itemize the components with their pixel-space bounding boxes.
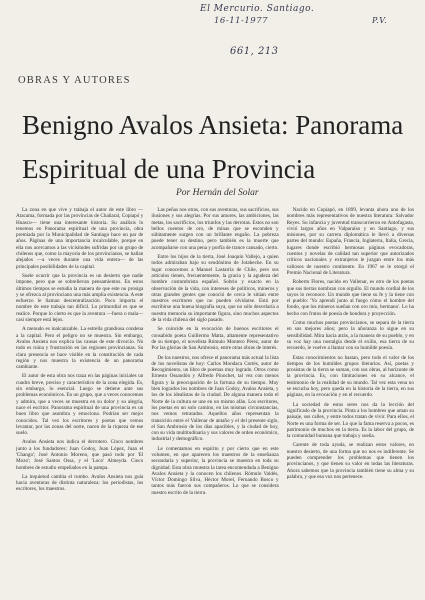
paragraph: Carente de toda ayuda, se realizan estos valores, en nuestro desierto, de una forma que no nos es indiferente. Se pueden comprender los problemas que tienen los provincianos, y que tienen su valor en todas las literaturas. Ahora sabemos que la provincia también tiene su alma y su palabra, y que esa voz nos pertenece. <box>286 442 414 480</box>
paragraph: De los nuestros, nos ofrece el panorama más actual la lista de los novelistas de hoy: Carlos Mondaca Cortés, autor de Recogimiento, un libro de poemas muy logrado. Otros como Ernesto Ossandón y Alfredo Pinochet, tal vez con menos figura y la preocupación de la fortuna de su tiempo. Muy bien logrados los nombres de Juan Godoy, Avalos Ansieta, y los de los idealistas de la ciudad. De alguna manera todo el Norte de la cultura se une en un mismo afán. Los escritores, los poetas en un solo camino, en las mismas circunstancias, nos vemos retratados. Aquellos años representan la transición entre el Vallenar de antaño y el del presente siglo, el San Ambrosio de los días apacibles, y la ciudad de hoy, con su vida multitudinaria y sus valores de orden económico, industrial y demográfico. <box>151 354 279 443</box>
paragraph: Roberto Flores, nacido en Vallenar, es otro de los poetas que sus tierras nombran con orgullo. El mundo cordial de los suyos lo reconoce. Un mundo que tiene su fe y la tiene con el pueblo: 'Yo aprendí junto al fuego cómo el hombre del fondo, que los mineros sueñan con oro mío, hermano'. Lo ha hecho con frutos de poesía de hondura y proyección. <box>286 279 414 317</box>
headline-line-1: Benigno Avalos Ansieta: Panorama <box>22 110 404 141</box>
paragraph: Entre los hijos de la tierra, José Joaquín Vallejo, a quien todos admiraban bajo su seudónimo de Jotabeche. En su lugar conocemos a Manuel Lastarria de Chile, pero sus artículos tienen, frecuentemente, la gracia y la agudeza del hombre costumbrista español. Sobrio y exacto en la observación de la vida, con intereses de políticos, mineros y otras grandes gentes que conoció de cerca le sitúan entre nuestros escritores que no pueden olvidarse. Está por escribirse una buena biografía suya, que no sólo desvelaría a nuestra memoria su importante figura, sino muchos aspectos de la vida chilena del siglo pasado. <box>151 254 279 324</box>
paragraph: La sociedad de estos seres nos da la lección del significado de la provincia. Pinta a los hombres que aman su paisaje, sus calles, y entre todos tratan de vivir. Para ellos, el Norte es una forma de ser. Lo que la fama reserva a pocos, es patrimonio de muchos en la tierra. Es la labor del grupo, de la comunidad humana que trabaja y sueña. <box>286 401 414 440</box>
article-body <box>16 207 414 597</box>
paragraph: A menudo es inalcanzable. La estrella grandiosa condena a la capital. Pero el peligro no se muestra. Sin embargo, Avalos Ansieta nos explica las causas de este divorcio. No todo es ruina y frustración en las regiones provincianas. Su clara presencia se hace visible en la constitución de cada región y nos muestra la existencia de un panorama cambiante. <box>16 326 144 371</box>
article-column-1 <box>16 207 143 597</box>
handwritten-catalog-number: 661, 213 <box>230 46 279 57</box>
paragraph: Las peñas nos otras, con sus aventuras, sus sacrificios, sus ilusiones y sus alegrías. Por sus amores, las ambiciones, las metas, los sacrificios, los triunfos y las derrotas. Estos no son bellos cuentos de oro, de minas que se esconden y súbitamente surgen con un brillante engaño. La pobreza puede tener su destino, pero también es la muerte que acompañarse con una pena y porfía de trance cansado, cierto. <box>151 207 279 251</box>
paragraph: La inquietud cambia el rumbo. Avalos Ansieta nos guía hacia aventuras de distinta naturaleza: los periodistas, los escritores, los maestros. <box>16 473 144 493</box>
paragraph: Nacido en Copiapó, en 1899, levanta ahora uno de los nombres más representativos de nuestra literatura: Salvador Reyes. Su infancia y juventud transcurrieron en Antofagasta, vivió largos años en Valparaíso y en Santiago, y sus misiones, por su carrera diplomática le llevó a diversas partes del mundo: España, Francia, Inglaterra, Italia, Grecia, lugares donde escribió hermosas páginas evocadoras, cuentos y novelas de calidad tan superior que autorizados críticos nacionales y extranjeros le juzgan entre los más valiosos de nuestro continente. En 1967 se le otorgó el Premio Nacional de Literatura. <box>286 207 414 276</box>
paragraph: El autor de esta obra nos traza en las páginas iniciales un cuadro breve, preciso y característico de la zona elegida. Es, sin embargo, lo esencial. Luego se detiene ante sus problemas económicos. En un grupo, que a veces conocemos y admira, que a veces se muestra en su dolor y su alegría, nace el escritor. Panorama espiritual de una provincia es un buen libro que asombra y emociona. Podrían ser mejor conocidos. Tal vez los escritores y poetas que vemos levantar, por las zonas del norte, nacen de la riqueza de ese suelo. <box>16 373 144 437</box>
section-label: OBRAS Y AUTORES <box>18 75 131 86</box>
handwritten-source-note: El Mercurio. Santiago. <box>200 4 315 14</box>
handwritten-initials-note: P.V. <box>372 16 388 25</box>
byline: Por Hernán del Solar <box>176 188 259 198</box>
paragraph: Estas conocimientos no bastan, pero todo el valor de los tiempos de los humildes grupos literarios. Así, poetas y prosistas de la tierra se suman, con sus obras, al horizonte de la provincia. Es, con limitaciones en su alcance, el testimonio de la realidad de su mundo. Tal vez esta vena no se escucha hoy, pero queda en la historia de la tierra, en sus páginas, en la evocación y en el recuerdo. <box>286 354 414 399</box>
headline-line-2: Espiritual de una Provincia <box>22 154 316 185</box>
paragraph: La zona en que vive y trabaja el autor de este libro —Atacama, formada por las provincias de Chañaral, Copiapó y Huasco— tiene una interesante historia. Su análisis lo tenemos en Panorama espiritual de una provincia, obra premiada por la Municipalidad de Santiago hace un par de años. Páginas de una importancia incalculable, porque en ella nos acercamos a las vicisitudes sufridas por un grupo de chilenos que, como la mayoría de los provincianos, se hallan alejados —a veces durante una vida entera— de las principales posibilidades de la capital. <box>16 207 144 270</box>
paragraph: Avalos Ansieta nos indica el derrotero. Cinco nombres junto a los fundadores: Juan Godoy, Juan López, Juan el 'Chango'; José Antonio Moreno, que pasó todo por 'El Mozo'; José Santos Ossa, y el 'Loco' Almeyda. Cinco hombres de estudio empeñados en la pampa. <box>16 439 144 471</box>
paragraph: Suele ocurrir que la provincia es un desierto que nadie impone, pero que se sobrellevan pensamientos. En estos últimos tiempos se estudia la manera de que este no prosiga y se ofrezca al provinciano una más amplia existencia. A este esfuerzo le llaman descentralización. Poco importa el nombre de este trabajo tan difícil. Lo primordial es que se realice. Porque lo cierto es que la aventura —fuera o mala— casi siempre está lejos. <box>16 272 144 324</box>
article-column-2 <box>151 207 278 597</box>
handwritten-date-note: 16-11-1977 <box>214 16 269 26</box>
article-column-3 <box>287 207 414 597</box>
paragraph: Se coincide en la evocación de buenos escritores el consabido poeta Guillermo Matta, altamente representativo de su tiempo, el novelista Rómulo Montero Pérez, autor de Por las glorias de San Ambrosio, entre otras obras de interés. <box>151 326 279 352</box>
paragraph: Le comentamos en espíritu y por cierto que en este volumen, en que aparecen los maestros de la enseñanza secundaria y superior, la provincia se muestra en toda su dignidad. Esta obra muestra la tarea encomendada a Benigno Avalos Ansieta y la conocen los chilenos. Rómulo Valdés, Víctor Domingo Silva, Héctor Morel, Fernando Bosco y tantos más fueron sus compañeros. Lo que se considera nuestro escrito de la tierra. <box>151 445 279 496</box>
paragraph: Como muchos poetas provincianos, se separa de la tierra en sus mejores años; pero la añoranza lo sigue en su sensibilidad. Mira hacia atrás, a la manera de su pueblo, y en su voz hay una nostalgia desde el exilio, esa tierra de su recuerdo, le vuelve a llamar con su humilde poesía. <box>286 320 414 352</box>
